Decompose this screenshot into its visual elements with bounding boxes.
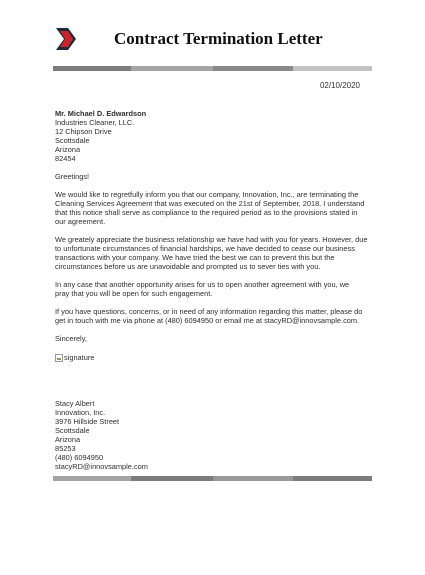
divider-segment <box>213 476 293 481</box>
recipient-line: Industries Cleaner, LLC. <box>55 118 135 127</box>
sender-line: Arizona <box>55 435 81 444</box>
recipient-line: Scottsdale <box>55 136 90 145</box>
divider-segment <box>53 476 131 481</box>
divider-segment <box>213 66 293 71</box>
paragraph-line: We would like to regretfully inform you that our company, Innovation, Inc., are terminating the <box>55 190 359 199</box>
paragraph-line: circumstances before us are unavoidable and prompted us to sever ties with you. <box>55 262 321 271</box>
page-title: Contract Termination Letter <box>114 29 323 48</box>
paragraph-line: If you have questions, concerns, or in need of any information regarding this matter, please do <box>55 307 363 316</box>
divider-segment <box>293 476 372 481</box>
divider-segment <box>53 66 131 71</box>
signature-alt-text: signature <box>64 353 95 362</box>
sender-line: Stacy Albert <box>55 399 95 408</box>
paragraph-line: We greately appreciate the business relationship we have had with you for years. However, due <box>55 235 368 244</box>
closing: Sincerely, <box>55 334 87 343</box>
recipient-line: 82454 <box>55 154 76 163</box>
footer-divider <box>53 476 372 481</box>
paragraph-line: In any case that another opportunity arises for us to open another agreement with you, we <box>55 280 350 289</box>
letter-date: 02/10/2020 <box>319 81 360 90</box>
recipient-name: Mr. Michael D. Edwardson <box>55 109 147 118</box>
divider-segment <box>131 66 213 71</box>
header-divider <box>53 66 372 71</box>
recipient-block <box>55 109 373 163</box>
company-logo <box>56 28 76 50</box>
sender-email: stacyRD@innovsample.com <box>55 462 148 471</box>
divider-segment <box>131 476 213 481</box>
recipient-line: 12 Chipson Drive <box>55 127 112 136</box>
paragraph-line: our agreement. <box>55 217 106 226</box>
paragraph-line: get in touch with me via phone at (480) 6094950 or email me at stacyRD@innovsample.com. <box>55 316 360 325</box>
sender-line: (480) 6094950 <box>55 453 104 462</box>
body-paragraph <box>55 235 373 271</box>
body-paragraph <box>55 307 373 325</box>
body-paragraph <box>55 280 373 298</box>
sender-line: 85253 <box>55 444 76 453</box>
broken-image-icon <box>55 354 63 362</box>
sender-line: Scottsdale <box>55 426 90 435</box>
signature-image <box>55 352 373 363</box>
greeting: Greetings! <box>55 172 90 181</box>
sender-line: Innovation, Inc. <box>55 408 106 417</box>
paragraph-line: that this notice shall serve as compliance to the required period as to the provisions stated in <box>55 208 358 217</box>
recipient-line: Arizona <box>55 145 81 154</box>
paragraph-line: pray that you will be open for such engagement. <box>55 289 213 298</box>
paragraph-line: to unfortunate circumstances of financial hardships, we have decided to cease our business <box>55 244 355 253</box>
divider-segment <box>293 66 372 71</box>
body-paragraph <box>55 190 373 226</box>
letter-body <box>55 109 373 480</box>
paragraph-line: transactions with your company. We have tried the best we can to prevent this but the <box>55 253 335 262</box>
sender-line: 3976 Hillside Street <box>55 417 120 426</box>
paragraph-line: Cleaning Services Agreement that was executed on the 21st of September, 2018. I understand <box>55 199 365 208</box>
sender-block <box>55 399 373 471</box>
